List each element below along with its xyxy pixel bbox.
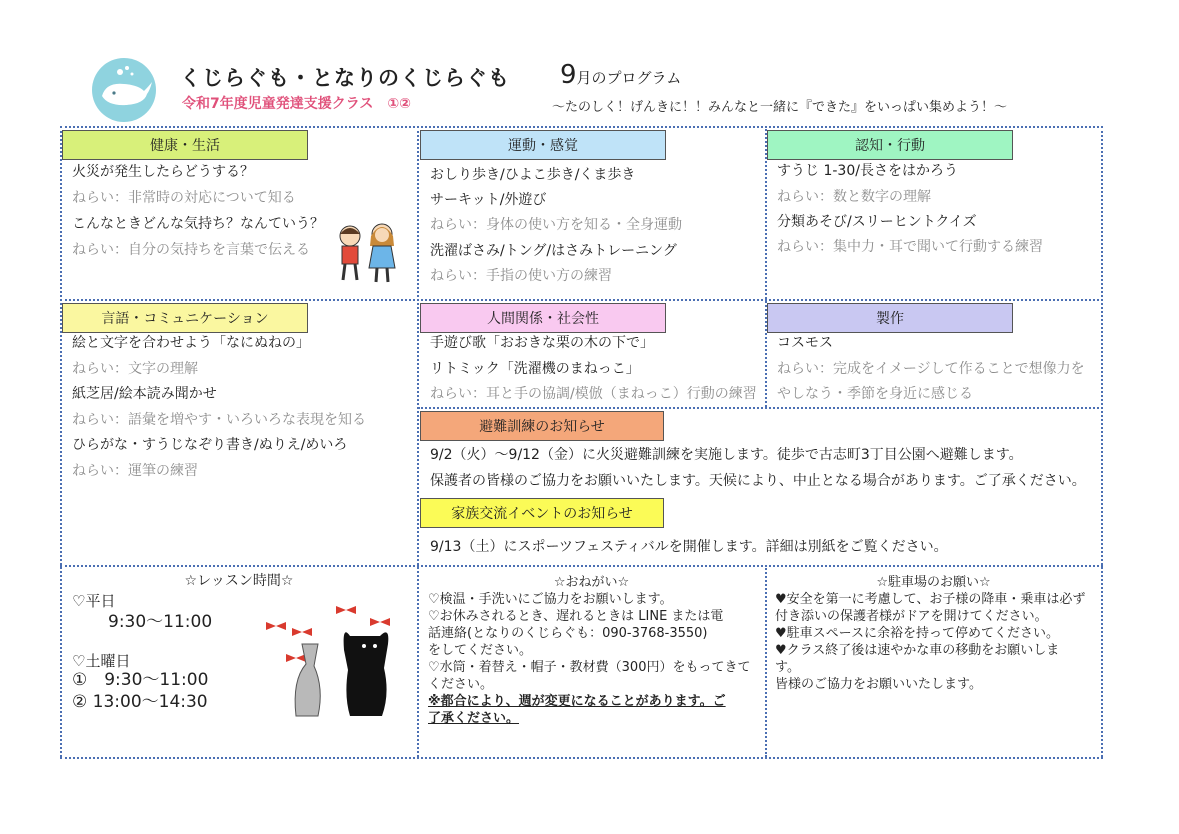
- lessons-title: ☆レッスン時間☆: [184, 573, 294, 589]
- request-line: ♡お休みされるとき、遅れるときは LINE または電: [428, 609, 724, 624]
- schedule-change-notice: ※都合により、週が変更になることがあります。ご: [428, 694, 726, 709]
- health-aim: ねらい：非常時の対応について知る: [72, 190, 296, 206]
- request-line: 話連絡(となりのくじらぐも：090-3768-3550): [428, 626, 708, 641]
- craft-line: コスモス: [777, 335, 833, 351]
- health-line: 火災が発生したらどうする？: [72, 164, 254, 180]
- grid-line: [60, 565, 1103, 567]
- motor-aim: ねらい：身体の使い方を知る・全身運動: [430, 217, 682, 233]
- grid-line: [765, 126, 767, 407]
- drill-line: 保護者の皆様のご協力をお願いいたします。天候により、中止となる場合があります。ご了承ください。: [430, 473, 1086, 489]
- schedule-change-notice: 了承ください。: [428, 711, 520, 726]
- craft-aim: ねらい：完成をイメージして作ることで想像力を: [777, 361, 1085, 377]
- language-aim: ねらい：運筆の練習: [72, 463, 198, 479]
- language-line: 絵と文字を合わせよう「なにぬねの」: [72, 335, 310, 351]
- month-suffix: 月のプログラム: [576, 69, 682, 87]
- request-line: をしてください。: [428, 643, 533, 658]
- requests-title: ☆おねがい☆: [553, 575, 630, 590]
- parking-line: す。: [775, 660, 800, 675]
- section-label-health: 健康・生活: [62, 130, 308, 160]
- request-line: ください。: [428, 677, 494, 692]
- drill-line: 9/2（火）～9/12（金）に火災避難訓練を実施します。徒歩で古志町3丁目公園へ避難します。: [430, 447, 1023, 463]
- language-line: 紙芝居/絵本読み聞かせ: [72, 386, 217, 402]
- parking-line: ♥駐車スペースに余裕を持って停めてください。: [775, 626, 1060, 641]
- weekday-label: ♡平日: [72, 592, 116, 610]
- parking-title: ☆駐車場のお願い☆: [876, 575, 991, 590]
- section-label-cognition: 認知・行動: [767, 130, 1013, 160]
- grid-line: [60, 126, 62, 757]
- section-label-social: 人間関係・社会性: [420, 303, 666, 333]
- language-line: ひらがな・すうじなぞり書き/ぬりえ/めいろ: [72, 437, 348, 453]
- month-number: 9: [560, 60, 577, 90]
- craft-aim: やしなう・季節を身近に感じる: [777, 386, 973, 402]
- grid-line: [60, 757, 1103, 759]
- grid-line: [418, 407, 1103, 409]
- section-label-event: 家族交流イベントのお知らせ: [420, 498, 664, 528]
- cognition-line: すうじ 1-30/長さをはかろう: [777, 163, 958, 179]
- whale-logo: [92, 58, 156, 122]
- social-line: リトミック「洗濯機のまねっこ」: [430, 361, 640, 377]
- section-label-language: 言語・コミュニケーション: [62, 303, 308, 333]
- language-aim: ねらい：語彙を増やす・いろいろな表現を知る: [72, 412, 366, 428]
- grid-line: [417, 126, 419, 757]
- saturday-time-1: ① 9:30～11:00: [72, 670, 209, 690]
- children-illustration: [330, 218, 410, 288]
- page-title: くじらぐも・となりのくじらぐも: [180, 66, 510, 90]
- parking-line: 付き添いの保護者様がドアを開けてください。: [775, 609, 1048, 624]
- weekday-time: 9:30～11:00: [108, 612, 213, 632]
- motor-line: サーキット/外遊び: [430, 192, 547, 208]
- month-heading: [560, 60, 681, 90]
- animals-dragonflies-illustration: [262, 604, 402, 726]
- saturday-label: ♡土曜日: [72, 652, 131, 670]
- grid-line: [60, 126, 1103, 128]
- class-subtitle: 令和7年度児童発達支援クラス ①②: [182, 96, 412, 112]
- parking-line: ♥安全を第一に考慮して、お子様の降車・乗車は必ず: [775, 592, 1086, 607]
- tagline: ～たのしく！げんきに！！みんなと一緒に『できた』をいっぱい集めよう！～: [552, 100, 1008, 115]
- event-line: 9/13（土）にスポーツフェスティバルを開催します。詳細は別紙をご覧ください。: [430, 539, 948, 555]
- saturday-time-2: ② 13:00～14:30: [72, 692, 208, 712]
- motor-line: おしり歩き/ひよこ歩き/くま歩き: [430, 167, 636, 183]
- motor-line: 洗濯ばさみ/トング/はさみトレーニング: [430, 243, 677, 259]
- health-aim: ねらい：自分の気持ちを言葉で伝える: [72, 242, 310, 258]
- section-label-drill: 避難訓練のお知らせ: [420, 411, 664, 441]
- request-line: ♡検温・手洗いにご協力をお願いします。: [428, 592, 673, 607]
- grid-line: [765, 565, 767, 757]
- language-aim: ねらい：文字の理解: [72, 361, 198, 377]
- parking-line: 皆様のご協力をお願いいたします。: [775, 677, 982, 692]
- grid-line: [60, 299, 1103, 301]
- request-line: ♡水筒・着替え・帽子・教材費（300円）をもってきて: [428, 660, 751, 675]
- cognition-aim: ねらい：集中力・耳で聞いて行動する練習: [777, 239, 1043, 255]
- cognition-line: 分類あそび/スリーヒントクイズ: [777, 214, 977, 230]
- social-aim: ねらい：耳と手の協調/模倣（まねっこ）行動の練習: [430, 386, 757, 402]
- section-label-motor: 運動・感覚: [420, 130, 666, 160]
- motor-aim: ねらい：手指の使い方の練習: [430, 268, 612, 284]
- social-line: 手遊び歌「おおきな栗の木の下で」: [430, 335, 654, 351]
- cognition-aim: ねらい：数と数字の理解: [777, 189, 931, 205]
- health-line: こんなときどんな気持ち？なんていう？: [72, 216, 324, 232]
- section-label-craft: 製作: [767, 303, 1013, 333]
- parking-line: ♥クラス終了後は速やかな車の移動をお願いしま: [775, 643, 1060, 658]
- grid-line: [1101, 126, 1103, 757]
